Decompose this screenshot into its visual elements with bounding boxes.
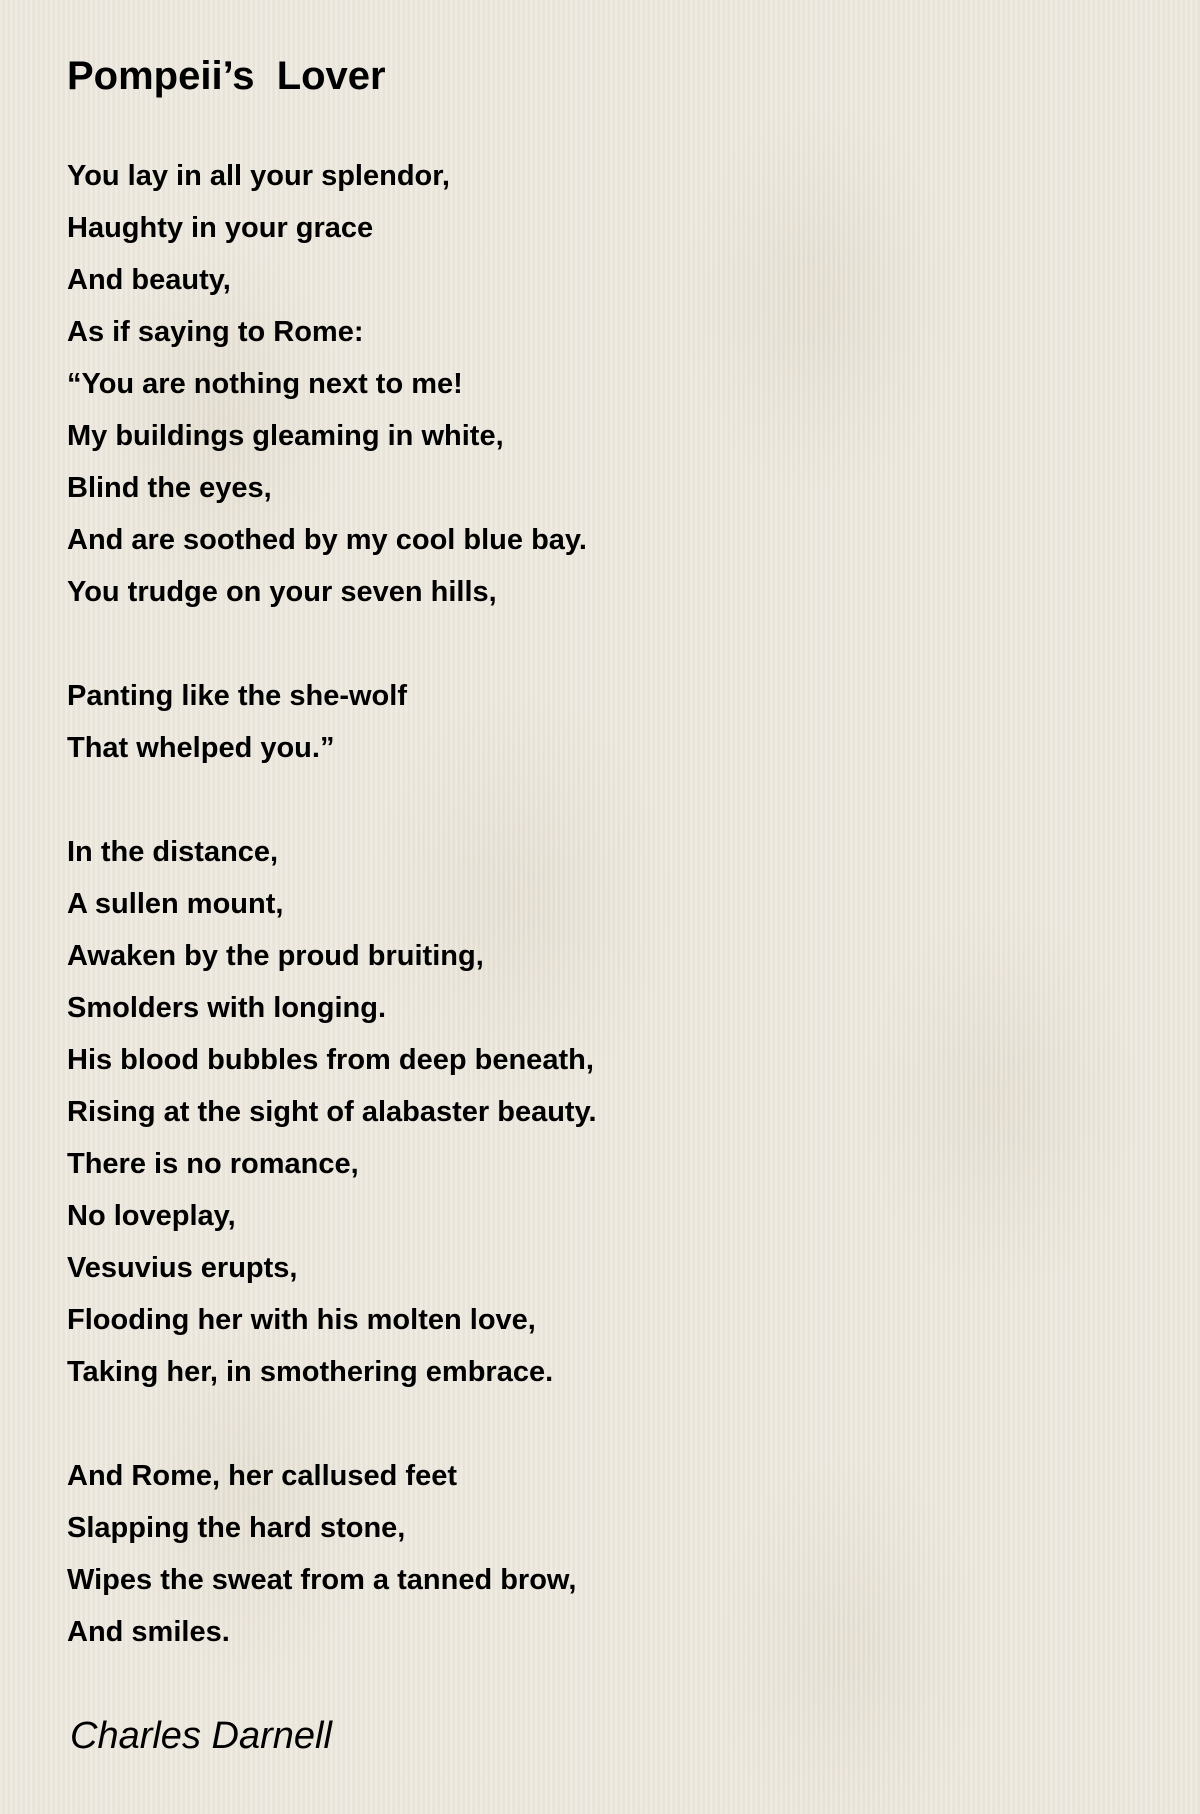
poem-line: Slapping the hard stone, (67, 1512, 406, 1544)
stanza-gap (67, 618, 597, 670)
poem-title: Pompeii’s Lover (67, 54, 386, 98)
poem-line: And beauty, (67, 264, 231, 296)
poem-line: Haughty in your grace (67, 212, 374, 244)
poem-line: Blind the eyes, (67, 472, 272, 504)
poem-line: You trudge on your seven hills, (67, 576, 497, 608)
poem-line: In the distance, (67, 836, 279, 868)
poem-line: His blood bubbles from deep beneath, (67, 1044, 594, 1076)
poem-line: And are soothed by my cool blue bay. (67, 524, 587, 556)
poem-line: “You are nothing next to me! (67, 368, 463, 400)
stanza-gap (67, 1398, 597, 1450)
poem-line: Taking her, in smothering embrace. (67, 1356, 554, 1388)
poem-line: As if saying to Rome: (67, 316, 364, 348)
poem-line: Vesuvius erupts, (67, 1252, 298, 1284)
stanza-1 (67, 150, 597, 618)
stanza-gap (67, 774, 597, 826)
poem-line: My buildings gleaming in white, (67, 420, 504, 452)
poem-line: That whelped you.” (67, 732, 335, 764)
poem-line: There is no romance, (67, 1148, 359, 1180)
poem-line: Wipes the sweat from a tanned brow, (67, 1564, 577, 1596)
poem-line: Flooding her with his molten love, (67, 1304, 536, 1336)
poem-line: Panting like the she-wolf (67, 680, 407, 712)
poem-line: And smiles. (67, 1616, 230, 1648)
poem-line: You lay in all your splendor, (67, 160, 450, 192)
poem-line: A sullen mount, (67, 888, 284, 920)
poem-author: Charles Darnell (70, 1715, 332, 1757)
poem-line: And Rome, her callused feet (67, 1460, 457, 1492)
poem-line: Awaken by the proud bruiting, (67, 940, 484, 972)
stanza-3 (67, 826, 597, 1398)
stanza-4 (67, 1450, 597, 1658)
stanza-2 (67, 670, 597, 774)
poem-line: Rising at the sight of alabaster beauty. (67, 1096, 597, 1128)
poem-line: Smolders with longing. (67, 992, 386, 1024)
poem-line: No loveplay, (67, 1200, 236, 1232)
poem-body (67, 150, 597, 1658)
